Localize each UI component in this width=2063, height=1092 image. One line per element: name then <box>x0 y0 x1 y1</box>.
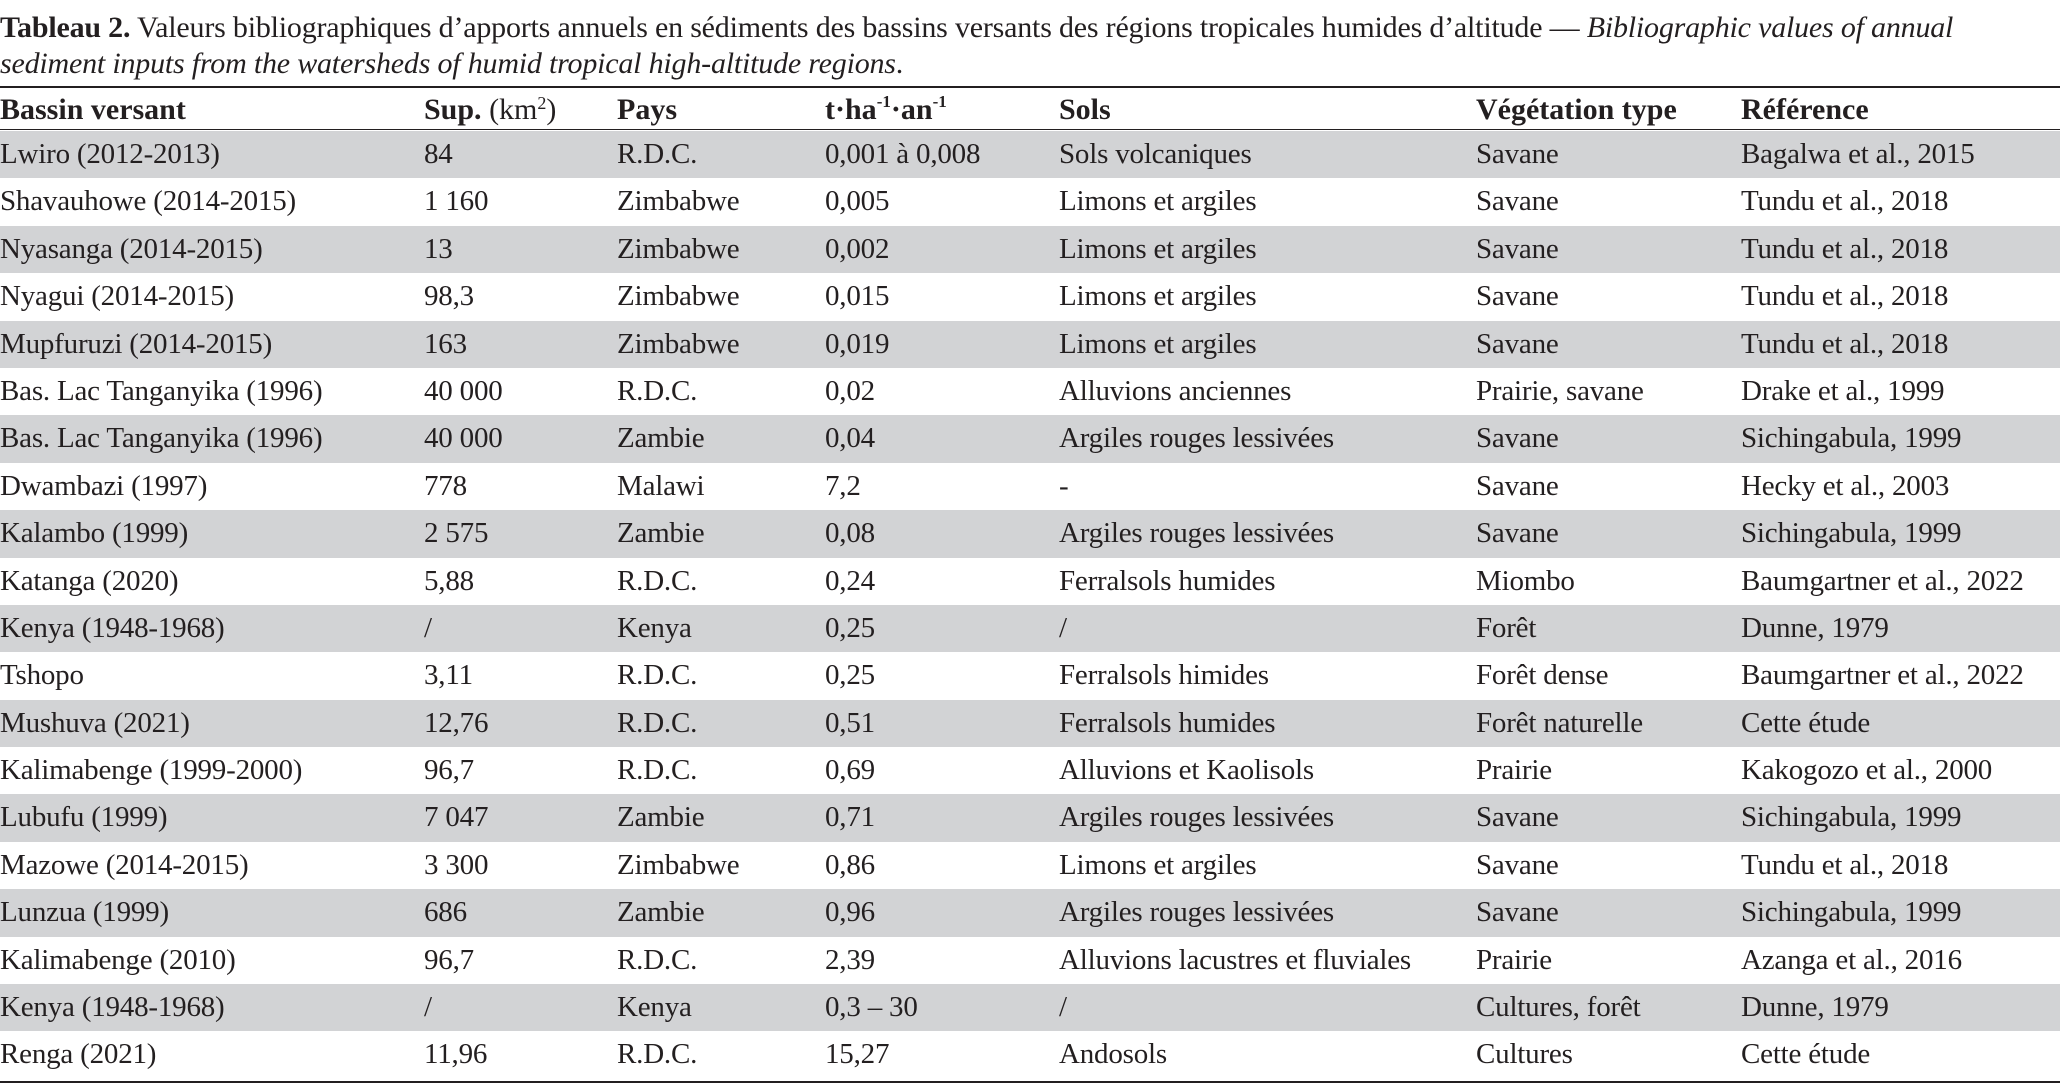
cell-reference: Sichingabula, 1999 <box>1741 801 1962 834</box>
cell-sols: Ferralsols humides <box>1059 706 1276 739</box>
cell-sols: Ferralsols humides <box>1059 564 1276 597</box>
cell-pays: Zambie <box>617 517 705 550</box>
cell-sols: Limons et argiles <box>1059 185 1257 218</box>
cell-sols: Sols volcaniques <box>1059 138 1252 170</box>
cell-vegetation: Forêt dense <box>1476 659 1609 692</box>
cell-reference: Cette étude <box>1741 1038 1871 1071</box>
cell-taux: 0,96 <box>825 896 875 929</box>
cell-reference: Baumgartner et al., 2022 <box>1741 564 2024 597</box>
cell-superficie: 686 <box>424 896 467 929</box>
cell-reference: Bagalwa et al., 2015 <box>1741 138 1975 170</box>
header-reference: Référence <box>1741 93 1869 126</box>
table-row <box>0 700 2060 747</box>
cell-taux: 0,3 – 30 <box>825 991 918 1024</box>
cell-sols: Limons et argiles <box>1059 327 1257 360</box>
cell-sols: Andosols <box>1059 1038 1167 1071</box>
table-row <box>0 131 2060 178</box>
cell-sols: Alluvions lacustres et fluviales <box>1059 943 1411 976</box>
cell-superficie: 96,7 <box>424 943 474 976</box>
cell-vegetation: Prairie <box>1476 754 1552 787</box>
caption-english: Bibliographic values of annual sediment inputs from the watersheds of humid tropical high-altitude regions <box>0 11 1954 80</box>
cell-sols: / <box>1059 611 1067 644</box>
header-pays: Pays <box>617 93 677 126</box>
cell-superficie: 40 000 <box>424 422 503 455</box>
cell-superficie: 1 160 <box>424 185 489 218</box>
cell-reference: Dunne, 1979 <box>1741 611 1889 644</box>
cell-taux: 0,019 <box>825 327 890 360</box>
caption-end: . <box>895 47 904 80</box>
cell-taux: 0,005 <box>825 185 890 218</box>
cell-reference: Azanga et al., 2016 <box>1741 943 1962 976</box>
cell-taux: 0,04 <box>825 422 875 455</box>
cell-taux: 0,25 <box>825 659 875 692</box>
header-superficie: Sup. $(km^2)$ <box>424 93 557 126</box>
cell-reference: Tundu et al., 2018 <box>1741 280 1949 313</box>
cell-sols: Alluvions et Kaolisols <box>1059 754 1314 787</box>
table-row <box>0 747 2060 794</box>
cell-taux: 15,27 <box>825 1038 890 1071</box>
cell-taux: 0,51 <box>825 706 875 739</box>
cell-bassin: Kenya (1948-1968) <box>0 991 225 1024</box>
cell-superficie: 40 000 <box>424 374 503 407</box>
cell-superficie: / <box>424 991 432 1024</box>
table-bottom-rule <box>0 1081 2060 1083</box>
cell-reference: Tundu et al., 2018 <box>1741 848 1949 881</box>
cell-sols: Argiles rouges lessivées <box>1059 896 1334 929</box>
table-row <box>0 984 2060 1031</box>
cell-vegetation: Prairie <box>1476 943 1552 976</box>
cell-bassin: Kalimabenge (1999-2000) <box>0 754 303 787</box>
cell-bassin: Bas. Lac Tanganyika (1996) <box>0 374 323 407</box>
cell-superficie: 778 <box>424 469 467 502</box>
table-row <box>0 510 2060 557</box>
cell-vegetation: Savane <box>1476 848 1559 881</box>
cell-pays: Kenya <box>617 611 692 644</box>
cell-superficie: 5,88 <box>424 564 474 597</box>
cell-taux: 0,69 <box>825 754 875 787</box>
cell-taux: 0,002 <box>825 232 890 265</box>
cell-vegetation: Savane <box>1476 232 1559 265</box>
cell-bassin: Kalimabenge (2010) <box>0 943 236 976</box>
cell-taux: 2,39 <box>825 943 875 976</box>
table-row <box>0 652 2060 699</box>
cell-pays: R.D.C. <box>617 138 698 170</box>
cell-vegetation: Prairie, savane <box>1476 374 1644 407</box>
table-row <box>0 415 2060 462</box>
cell-superficie: 11,96 <box>424 1038 488 1071</box>
table-row <box>0 558 2060 605</box>
cell-pays: R.D.C. <box>617 754 698 787</box>
cell-pays: R.D.C. <box>617 1038 698 1071</box>
cell-reference: Drake et al., 1999 <box>1741 374 1945 407</box>
cell-taux: 0,02 <box>825 374 875 407</box>
cell-superficie: 12,76 <box>424 706 489 739</box>
cell-reference: Sichingabula, 1999 <box>1741 896 1962 929</box>
table-row <box>0 273 2060 320</box>
cell-bassin: Katanga (2020) <box>0 564 179 597</box>
table-row <box>0 1031 2060 1078</box>
cell-sols: Argiles rouges lessivées <box>1059 517 1334 550</box>
cell-pays: Zimbabwe <box>617 327 740 360</box>
cell-pays: Zimbabwe <box>617 280 740 313</box>
cell-pays: Zambie <box>617 896 705 929</box>
cell-pays: R.D.C. <box>617 374 698 407</box>
cell-reference: Dunne, 1979 <box>1741 991 1889 1024</box>
table-row <box>0 463 2060 510</box>
table-row <box>0 368 2060 415</box>
cell-bassin: Mupfuruzi (2014-2015) <box>0 327 273 360</box>
cell-taux: 0,08 <box>825 517 875 550</box>
cell-reference: Sichingabula, 1999 <box>1741 422 1962 455</box>
cell-bassin: Dwambazi (1997) <box>0 469 208 502</box>
cell-taux: 0,24 <box>825 564 875 597</box>
cell-sols: Alluvions anciennes <box>1059 374 1292 407</box>
table-row <box>0 794 2060 841</box>
cell-bassin: Tshopo <box>0 659 84 692</box>
cell-vegetation: Savane <box>1476 185 1559 218</box>
caption-french: Valeurs bibliographiques d’apports annuels en sédiments des bassins versants des régions tropicales humides d’altitude — <box>130 11 1587 44</box>
cell-pays: Zimbabwe <box>617 232 740 265</box>
cell-reference: Cette étude <box>1741 706 1871 739</box>
cell-superficie: 3,11 <box>424 659 473 692</box>
cell-sols: - <box>1059 469 1069 502</box>
cell-sols: Ferralsols himides <box>1059 659 1269 692</box>
cell-pays: R.D.C. <box>617 659 698 692</box>
cell-taux: 0,86 <box>825 848 875 881</box>
cell-bassin: Nyasanga (2014-2015) <box>0 232 263 265</box>
cell-superficie: 2 575 <box>424 517 489 550</box>
table-row <box>0 889 2060 936</box>
cell-pays: Zambie <box>617 422 705 455</box>
cell-taux: 0,015 <box>825 280 890 313</box>
cell-taux: 0,25 <box>825 611 875 644</box>
cell-sols: Limons et argiles <box>1059 848 1257 881</box>
cell-bassin: Lubufu (1999) <box>0 801 168 834</box>
cell-vegetation: Savane <box>1476 896 1559 929</box>
cell-pays: R.D.C. <box>617 706 698 739</box>
cell-reference: Hecky et al., 2003 <box>1741 469 1950 502</box>
cell-bassin: Renga (2021) <box>0 1038 157 1071</box>
cell-bassin: Kenya (1948-1968) <box>0 611 225 644</box>
cell-sols: Limons et argiles <box>1059 232 1257 265</box>
table-body <box>0 131 2060 1079</box>
cell-superficie: 98,3 <box>424 280 474 313</box>
table-header <box>0 88 2060 129</box>
cell-pays: R.D.C. <box>617 943 698 976</box>
table-row <box>0 842 2060 889</box>
table-row <box>0 937 2060 984</box>
cell-superficie: 3 300 <box>424 848 489 881</box>
cell-vegetation: Savane <box>1476 801 1559 834</box>
caption-label: Tableau 2. <box>0 11 131 44</box>
cell-reference: Tundu et al., 2018 <box>1741 327 1949 360</box>
cell-vegetation: Forêt <box>1476 611 1537 644</box>
cell-sols: Argiles rouges lessivées <box>1059 422 1334 455</box>
cell-superficie: 163 <box>424 327 467 360</box>
cell-vegetation: Savane <box>1476 327 1559 360</box>
header-taux: $t\cdot ha^{-1}\cdot an^{-1}$ <box>825 92 947 126</box>
cell-vegetation: Forêt naturelle <box>1476 706 1643 739</box>
cell-pays: Zimbabwe <box>617 185 740 218</box>
cell-pays: Zimbabwe <box>617 848 740 881</box>
cell-pays: Kenya <box>617 991 692 1024</box>
cell-reference: Baumgartner et al., 2022 <box>1741 659 2024 692</box>
cell-pays: Malawi <box>617 469 705 502</box>
cell-bassin: Kalambo (1999) <box>0 517 189 550</box>
cell-superficie: 84 <box>424 138 453 170</box>
table-row <box>0 321 2060 368</box>
cell-reference: Tundu et al., 2018 <box>1741 185 1949 218</box>
cell-bassin: Nyagui (2014-2015) <box>0 280 234 313</box>
cell-vegetation: Savane <box>1476 517 1559 550</box>
cell-bassin: Lunzua (1999) <box>0 896 169 929</box>
cell-taux: 0,001 à 0,008 <box>825 138 981 170</box>
header-bassin: Bassin versant <box>0 93 186 126</box>
cell-vegetation: Miombo <box>1476 564 1575 597</box>
cell-sols: Argiles rouges lessivées <box>1059 801 1334 834</box>
cell-vegetation: Cultures, forêt <box>1476 991 1641 1024</box>
cell-bassin: Mazowe (2014-2015) <box>0 848 249 881</box>
cell-bassin: Shavauhowe (2014-2015) <box>0 185 297 218</box>
cell-vegetation: Savane <box>1476 280 1559 313</box>
cell-superficie: 7 047 <box>424 801 489 834</box>
cell-vegetation: Cultures <box>1476 1038 1573 1071</box>
cell-sols: / <box>1059 991 1067 1024</box>
cell-reference: Tundu et al., 2018 <box>1741 232 1949 265</box>
cell-taux: 0,71 <box>825 801 875 834</box>
cell-reference: Sichingabula, 1999 <box>1741 517 1962 550</box>
cell-pays: Zambie <box>617 801 705 834</box>
table-caption <box>0 10 2060 82</box>
cell-bassin: Bas. Lac Tanganyika (1996) <box>0 422 323 455</box>
cell-bassin: Lwiro (2012-2013) <box>0 138 220 170</box>
cell-vegetation: Savane <box>1476 469 1559 502</box>
cell-vegetation: Savane <box>1476 138 1559 170</box>
cell-bassin: Mushuva (2021) <box>0 706 190 739</box>
cell-sols: Limons et argiles <box>1059 280 1257 313</box>
cell-superficie: 13 <box>424 232 453 265</box>
table-row <box>0 605 2060 652</box>
cell-superficie: / <box>424 611 432 644</box>
cell-vegetation: Savane <box>1476 422 1559 455</box>
cell-reference: Kakogozo et al., 2000 <box>1741 754 1993 787</box>
table-row <box>0 226 2060 273</box>
cell-taux: 7,2 <box>825 469 861 502</box>
table-header-rule <box>0 129 2060 130</box>
header-sols: Sols <box>1059 93 1111 126</box>
cell-superficie: 96,7 <box>424 754 474 787</box>
header-vegetation: Végétation type <box>1476 93 1677 126</box>
table-row <box>0 178 2060 225</box>
cell-pays: R.D.C. <box>617 564 698 597</box>
